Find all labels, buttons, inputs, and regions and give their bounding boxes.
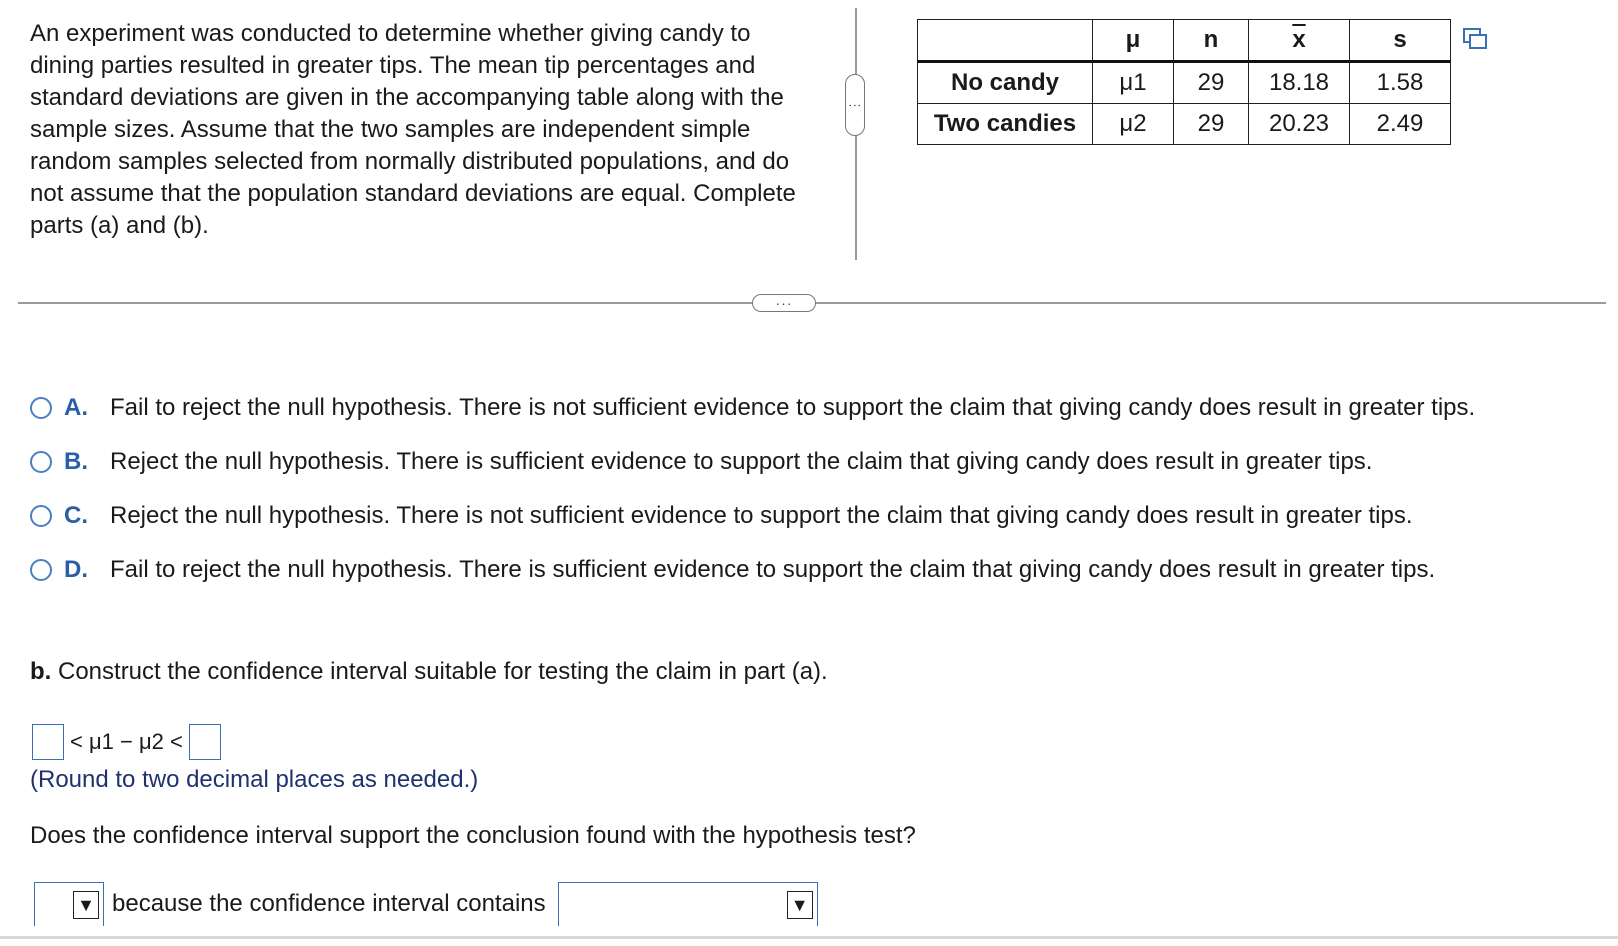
mu-cell: μ1 <box>1093 62 1174 104</box>
radio-button[interactable] <box>30 559 52 581</box>
bottom-border <box>0 936 1618 939</box>
option-d[interactable] <box>30 554 1590 586</box>
n-cell: 29 <box>1174 62 1249 104</box>
horizontal-resize-handle[interactable] <box>752 294 816 312</box>
n-cell: 29 <box>1174 104 1249 145</box>
option-c[interactable] <box>30 500 1590 532</box>
option-text: Reject the null hypothesis. There is sufficient evidence to support the claim that giving candy does result in greater tips. <box>110 448 1373 475</box>
option-b[interactable] <box>30 446 1590 478</box>
drag-dots-icon: ··· <box>775 295 793 311</box>
xbar-cell: 20.23 <box>1249 104 1350 145</box>
data-table <box>917 19 1451 145</box>
header-n: n <box>1174 20 1249 62</box>
support-question: Does the confidence interval support the conclusion found with the hypothesis test? <box>30 822 916 849</box>
row-label: Two candies <box>918 104 1093 145</box>
radio-button[interactable] <box>30 505 52 527</box>
header-mu: μ <box>1093 20 1174 62</box>
table-row <box>918 62 1451 104</box>
option-letter: B. <box>64 448 88 475</box>
vertical-resize-handle[interactable] <box>845 74 865 136</box>
table-header-row <box>918 20 1451 62</box>
option-letter: D. <box>64 556 88 583</box>
option-text: Reject the null hypothesis. There is not sufficient evidence to support the claim that giving candy does result in greater tips. <box>110 502 1413 529</box>
s-cell: 2.49 <box>1350 104 1451 145</box>
header-blank <box>918 20 1093 62</box>
option-a[interactable] <box>30 392 1590 424</box>
xbar-cell: 18.18 <box>1249 62 1350 104</box>
option-letter: C. <box>64 502 88 529</box>
option-letter: A. <box>64 394 88 421</box>
part-b-label: b. <box>30 658 52 685</box>
header-xbar: $\overline{x}$ <box>1249 20 1350 62</box>
upper-bound-input[interactable] <box>189 724 221 760</box>
confidence-interval-row <box>32 722 221 762</box>
drag-dots-icon: ⋮ <box>847 99 863 111</box>
part-b-prompt <box>30 658 828 686</box>
copy-table-icon[interactable] <box>1462 27 1488 51</box>
problem-statement: An experiment was conducted to determine whether giving candy to dining parties resulted in greater tips. The mean tip percentages and standard deviations are given in the accompanying table along with the sample sizes. Assume that the two samples are independent simple random samples selected from normally distributed populations, and do not assume that the population standard deviations are equal. Complete parts (a) and (b). <box>30 20 796 239</box>
table-row <box>918 104 1451 145</box>
dropdown-arrow-icon: ▼ <box>787 891 813 919</box>
support-dropdown[interactable] <box>34 882 104 926</box>
conclusion-row <box>34 882 818 926</box>
inequality-expression: < μ1 − μ2 < <box>70 729 183 754</box>
option-text: Fail to reject the null hypothesis. There is sufficient evidence to support the claim that giving candy does result in greater tips. <box>110 556 1436 583</box>
radio-button[interactable] <box>30 397 52 419</box>
because-text: because the confidence interval contains <box>112 890 546 917</box>
dropdown-arrow-icon: ▼ <box>73 891 99 919</box>
contains-dropdown[interactable] <box>558 882 818 926</box>
lower-bound-input[interactable] <box>32 724 64 760</box>
header-s: s <box>1350 20 1451 62</box>
s-cell: 1.58 <box>1350 62 1451 104</box>
option-text: Fail to reject the null hypothesis. There is not sufficient evidence to support the claim that giving candy does result in greater tips. <box>110 394 1476 421</box>
row-label: No candy <box>918 62 1093 104</box>
part-b-text: Construct the confidence interval suitable for testing the claim in part (a). <box>51 658 828 685</box>
rounding-note: (Round to two decimal places as needed.) <box>30 766 479 793</box>
radio-button[interactable] <box>30 451 52 473</box>
mu-cell: μ2 <box>1093 104 1174 145</box>
answer-options <box>30 392 1590 608</box>
